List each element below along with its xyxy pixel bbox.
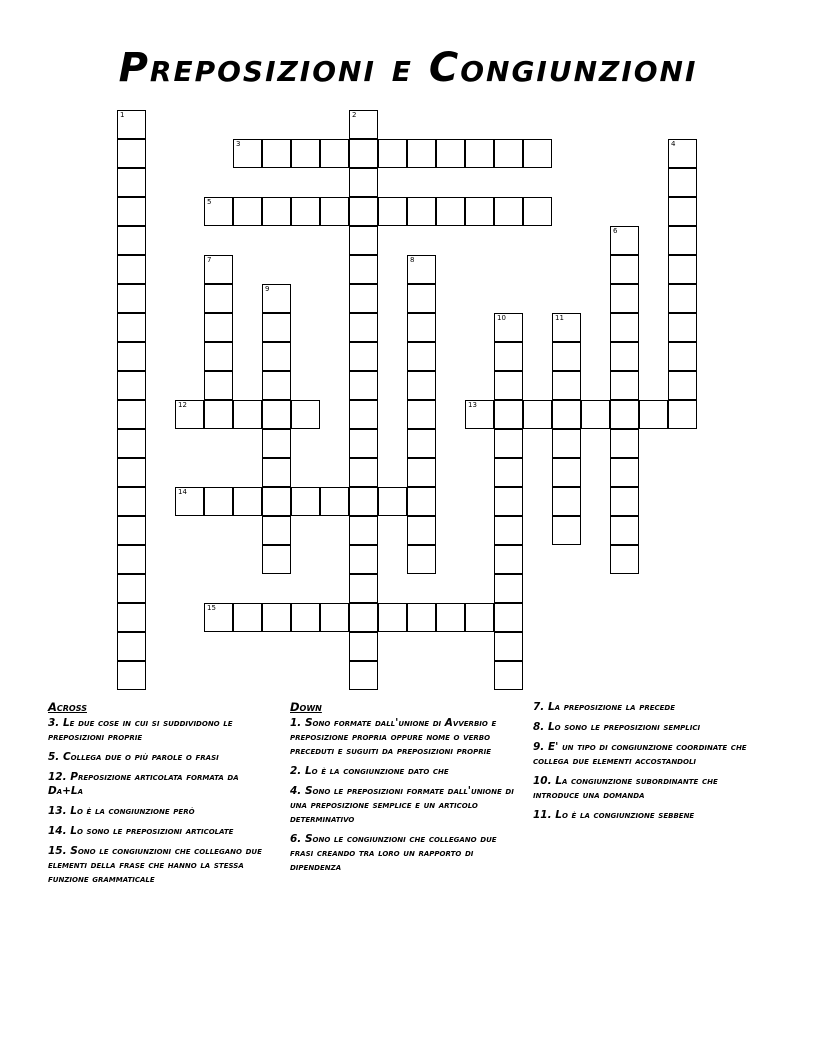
- clue-text: La congiunzione subordinante che introduce una domanda: [533, 775, 718, 801]
- across-list: [48, 716, 276, 886]
- grid-cell[interactable]: [465, 400, 494, 429]
- grid-cell[interactable]: [552, 458, 581, 487]
- clue-item: [290, 764, 518, 778]
- grid-cell[interactable]: [523, 139, 552, 168]
- grid-cell[interactable]: [378, 197, 407, 226]
- grid-cell[interactable]: [552, 400, 581, 429]
- clue-text: Lo è la congiunzione dato che: [301, 765, 449, 777]
- clue-item: [533, 808, 761, 822]
- clue-item: [533, 700, 761, 714]
- clue-number: 2: [352, 111, 357, 119]
- clue-number: 13: [468, 401, 477, 409]
- grid-cell[interactable]: [552, 487, 581, 516]
- grid-cell[interactable]: [204, 197, 233, 226]
- grid-cell[interactable]: [262, 429, 291, 458]
- grid-cell[interactable]: [668, 139, 697, 168]
- grid-cell[interactable]: [407, 400, 436, 429]
- grid-cell[interactable]: [117, 197, 146, 226]
- grid-cell[interactable]: [668, 197, 697, 226]
- grid-cell[interactable]: [349, 139, 378, 168]
- grid-cell[interactable]: [262, 545, 291, 574]
- grid-cell[interactable]: [233, 487, 262, 516]
- clue-num: 2.: [290, 765, 302, 777]
- grid-cell[interactable]: [349, 371, 378, 400]
- clue-text: Sono le congiunzioni che collegano due elementi della frase che hanno la stessa funzione grammaticale: [48, 845, 262, 885]
- down-list: [290, 716, 518, 874]
- clue-number: 11: [555, 314, 564, 322]
- grid-cell[interactable]: [291, 487, 320, 516]
- grid-cell[interactable]: [494, 545, 523, 574]
- clue-text: La preposizione la precede: [544, 701, 676, 713]
- down-heading: Down: [290, 700, 322, 714]
- grid-cell[interactable]: [610, 284, 639, 313]
- grid-cell[interactable]: [465, 197, 494, 226]
- grid-cell[interactable]: [407, 516, 436, 545]
- clue-num: 15.: [48, 845, 67, 857]
- clue-text: Lo è la congiunzione però: [66, 805, 195, 817]
- clue-num: 10.: [533, 775, 552, 787]
- grid-cell[interactable]: [668, 255, 697, 284]
- grid-cell[interactable]: [668, 342, 697, 371]
- grid-cell[interactable]: [494, 371, 523, 400]
- grid-cell[interactable]: [233, 603, 262, 632]
- grid-cell[interactable]: [262, 458, 291, 487]
- clue-text: Lo sono le preposizioni articolate: [66, 825, 234, 837]
- grid-cell[interactable]: [552, 516, 581, 545]
- grid-cell[interactable]: [610, 516, 639, 545]
- clue-number: 9: [265, 285, 270, 293]
- grid-cell[interactable]: [262, 284, 291, 313]
- clue-num: 5.: [48, 751, 60, 763]
- grid-cell[interactable]: [668, 168, 697, 197]
- grid-cell[interactable]: [320, 487, 349, 516]
- clue-number: 1: [120, 111, 125, 119]
- grid-cell[interactable]: [407, 255, 436, 284]
- grid-cell[interactable]: [291, 603, 320, 632]
- grid-cell[interactable]: [175, 487, 204, 516]
- grid-cell[interactable]: [117, 168, 146, 197]
- grid-cell[interactable]: [117, 458, 146, 487]
- grid-cell[interactable]: [494, 632, 523, 661]
- clue-text: Sono le congiunzioni che collegano due frasi creando tra loro un rapporto di dipendenza: [290, 833, 497, 873]
- clue-number: 3: [236, 140, 241, 148]
- grid-cell[interactable]: [552, 371, 581, 400]
- grid-cell[interactable]: [552, 313, 581, 342]
- grid-cell[interactable]: [465, 139, 494, 168]
- grid-cell[interactable]: [262, 516, 291, 545]
- down-clues: [290, 700, 518, 880]
- grid-cell[interactable]: [117, 429, 146, 458]
- grid-cell[interactable]: [668, 226, 697, 255]
- grid-cell[interactable]: [668, 400, 697, 429]
- clue-text: Sono le preposizioni formate dall'unione di una preposizione semplice e un articolo determinativo: [290, 785, 514, 825]
- grid-cell[interactable]: [262, 139, 291, 168]
- grid-cell[interactable]: [117, 545, 146, 574]
- clue-num: 13.: [48, 805, 67, 817]
- grid-cell[interactable]: [407, 371, 436, 400]
- grid-cell[interactable]: [610, 429, 639, 458]
- clue-num: 14.: [48, 825, 67, 837]
- grid-cell[interactable]: [291, 400, 320, 429]
- grid-cell[interactable]: [407, 545, 436, 574]
- grid-cell[interactable]: [494, 429, 523, 458]
- grid-cell[interactable]: [204, 313, 233, 342]
- grid-cell[interactable]: [204, 400, 233, 429]
- grid-cell[interactable]: [117, 400, 146, 429]
- clue-text: Collega due o più parole o frasi: [59, 751, 219, 763]
- clue-item: [48, 844, 276, 886]
- grid-cell[interactable]: [610, 400, 639, 429]
- grid-cell[interactable]: [262, 603, 291, 632]
- grid-cell[interactable]: [349, 255, 378, 284]
- grid-cell[interactable]: [262, 400, 291, 429]
- grid-cell[interactable]: [523, 400, 552, 429]
- grid-cell[interactable]: [494, 458, 523, 487]
- grid-cell[interactable]: [233, 139, 262, 168]
- grid-cell[interactable]: [117, 226, 146, 255]
- grid-cell[interactable]: [175, 400, 204, 429]
- grid-cell[interactable]: [436, 197, 465, 226]
- grid-cell[interactable]: [349, 110, 378, 139]
- grid-cell[interactable]: [204, 255, 233, 284]
- grid-cell[interactable]: [407, 603, 436, 632]
- grid-cell[interactable]: [291, 197, 320, 226]
- grid-cell[interactable]: [610, 313, 639, 342]
- clue-number: 10: [497, 314, 506, 322]
- down-cont-list: [533, 700, 761, 822]
- grid-cell[interactable]: [349, 342, 378, 371]
- grid-cell[interactable]: [407, 313, 436, 342]
- grid-cell[interactable]: [262, 313, 291, 342]
- clue-number: 12: [178, 401, 187, 409]
- clue-text: Sono formate dall'unione di Avverbio e preposizione propria oppure nome o verbo preceduti e suguiti da preposizioni proprie: [290, 717, 497, 757]
- grid-cell[interactable]: [117, 574, 146, 603]
- grid-cell[interactable]: [494, 516, 523, 545]
- grid-cell[interactable]: [349, 574, 378, 603]
- grid-cell[interactable]: [494, 574, 523, 603]
- clue-item: [290, 716, 518, 758]
- clue-num: 11.: [533, 809, 552, 821]
- grid-cell[interactable]: [204, 371, 233, 400]
- grid-cell[interactable]: [204, 603, 233, 632]
- grid-cell[interactable]: [610, 487, 639, 516]
- clue-number: 4: [671, 140, 676, 148]
- page-title: Preposizioni e Congiunzioni: [118, 45, 698, 91]
- clue-item: [48, 716, 276, 744]
- grid-cell[interactable]: [378, 603, 407, 632]
- grid-cell[interactable]: [262, 371, 291, 400]
- clue-text: Preposizione articolata formata da Da+La: [48, 771, 239, 797]
- grid-cell[interactable]: [349, 284, 378, 313]
- grid-cell[interactable]: [262, 342, 291, 371]
- grid-cell[interactable]: [639, 400, 668, 429]
- grid-cell[interactable]: [436, 139, 465, 168]
- grid-cell[interactable]: [349, 197, 378, 226]
- grid-cell[interactable]: [117, 313, 146, 342]
- grid-cell[interactable]: [436, 603, 465, 632]
- grid-cell[interactable]: [349, 226, 378, 255]
- grid-cell[interactable]: [117, 632, 146, 661]
- grid-cell[interactable]: [581, 400, 610, 429]
- clue-num: 12.: [48, 771, 67, 783]
- clue-num: 7.: [533, 701, 545, 713]
- grid-cell[interactable]: [523, 197, 552, 226]
- grid-cell[interactable]: [204, 284, 233, 313]
- clue-item: [290, 784, 518, 826]
- grid-cell[interactable]: [117, 139, 146, 168]
- grid-cell[interactable]: [262, 487, 291, 516]
- clue-item: [48, 770, 276, 798]
- grid-cell[interactable]: [117, 516, 146, 545]
- clue-num: 6.: [290, 833, 302, 845]
- clue-number: 5: [207, 198, 212, 206]
- grid-cell[interactable]: [610, 458, 639, 487]
- grid-cell[interactable]: [407, 342, 436, 371]
- clue-number: 8: [410, 256, 415, 264]
- grid-cell[interactable]: [494, 400, 523, 429]
- grid-cell[interactable]: [349, 487, 378, 516]
- grid-cell[interactable]: [465, 603, 494, 632]
- grid-cell[interactable]: [349, 168, 378, 197]
- grid-cell[interactable]: [668, 371, 697, 400]
- grid-cell[interactable]: [320, 603, 349, 632]
- clue-number: 7: [207, 256, 212, 264]
- grid-cell[interactable]: [117, 487, 146, 516]
- down-clues-continued: [533, 700, 761, 828]
- clue-item: [290, 832, 518, 874]
- grid-cell[interactable]: [610, 255, 639, 284]
- grid-cell[interactable]: [552, 429, 581, 458]
- clue-item: [48, 750, 276, 764]
- grid-cell[interactable]: [407, 197, 436, 226]
- clue-item: [48, 804, 276, 818]
- grid-cell[interactable]: [494, 342, 523, 371]
- grid-cell[interactable]: [117, 603, 146, 632]
- grid-cell[interactable]: [552, 342, 581, 371]
- grid-cell[interactable]: [494, 139, 523, 168]
- clue-num: 3.: [48, 717, 60, 729]
- clue-num: 8.: [533, 721, 545, 733]
- clue-num: 4.: [290, 785, 302, 797]
- grid-cell[interactable]: [610, 342, 639, 371]
- grid-cell[interactable]: [117, 110, 146, 139]
- clue-number: 6: [613, 227, 618, 235]
- grid-cell[interactable]: [407, 139, 436, 168]
- clue-item: [533, 774, 761, 802]
- grid-cell[interactable]: [494, 313, 523, 342]
- clue-num: 9.: [533, 741, 545, 753]
- clue-text: Le due cose in cui si suddividono le preposizioni proprie: [48, 717, 233, 743]
- grid-cell[interactable]: [204, 342, 233, 371]
- clue-item: [533, 740, 761, 768]
- grid-cell[interactable]: [407, 429, 436, 458]
- grid-cell[interactable]: [378, 487, 407, 516]
- grid-cell[interactable]: [349, 313, 378, 342]
- grid-cell[interactable]: [204, 487, 233, 516]
- clue-number: 15: [207, 604, 216, 612]
- grid-cell[interactable]: [349, 661, 378, 690]
- grid-cell[interactable]: [349, 545, 378, 574]
- grid-cell[interactable]: [349, 516, 378, 545]
- grid-cell[interactable]: [610, 226, 639, 255]
- grid-cell[interactable]: [117, 284, 146, 313]
- grid-cell[interactable]: [117, 342, 146, 371]
- clue-num: 1.: [290, 717, 302, 729]
- clue-number: 14: [178, 488, 187, 496]
- clue-text: E' un tipo di congiunzione coordinate che collega due elementi accostandoli: [533, 741, 747, 767]
- grid-cell[interactable]: [668, 313, 697, 342]
- grid-cell[interactable]: [349, 429, 378, 458]
- grid-cell[interactable]: [668, 284, 697, 313]
- grid-cell[interactable]: [233, 197, 262, 226]
- grid-cell[interactable]: [320, 197, 349, 226]
- grid-cell[interactable]: [494, 661, 523, 690]
- grid-cell[interactable]: [349, 603, 378, 632]
- across-heading: Across: [48, 700, 87, 714]
- grid-cell[interactable]: [349, 400, 378, 429]
- clue-item: [48, 824, 276, 838]
- grid-cell[interactable]: [407, 284, 436, 313]
- grid-cell[interactable]: [610, 545, 639, 574]
- grid-cell[interactable]: [494, 487, 523, 516]
- clue-text: Lo sono le preposizioni semplici: [544, 721, 701, 733]
- grid-cell[interactable]: [233, 400, 262, 429]
- grid-cell[interactable]: [349, 632, 378, 661]
- grid-cell[interactable]: [494, 603, 523, 632]
- grid-cell[interactable]: [117, 661, 146, 690]
- clue-item: [533, 720, 761, 734]
- across-clues: [48, 700, 276, 892]
- grid-cell[interactable]: [262, 197, 291, 226]
- grid-cell[interactable]: [407, 487, 436, 516]
- grid-cell[interactable]: [349, 458, 378, 487]
- grid-cell[interactable]: [378, 139, 407, 168]
- grid-cell[interactable]: [610, 371, 639, 400]
- clue-text: Lo è la congiunzione sebbene: [551, 809, 695, 821]
- grid-cell[interactable]: [494, 197, 523, 226]
- grid-cell[interactable]: [291, 139, 320, 168]
- grid-cell[interactable]: [407, 458, 436, 487]
- grid-cell[interactable]: [117, 255, 146, 284]
- grid-cell[interactable]: [117, 371, 146, 400]
- grid-cell[interactable]: [320, 139, 349, 168]
